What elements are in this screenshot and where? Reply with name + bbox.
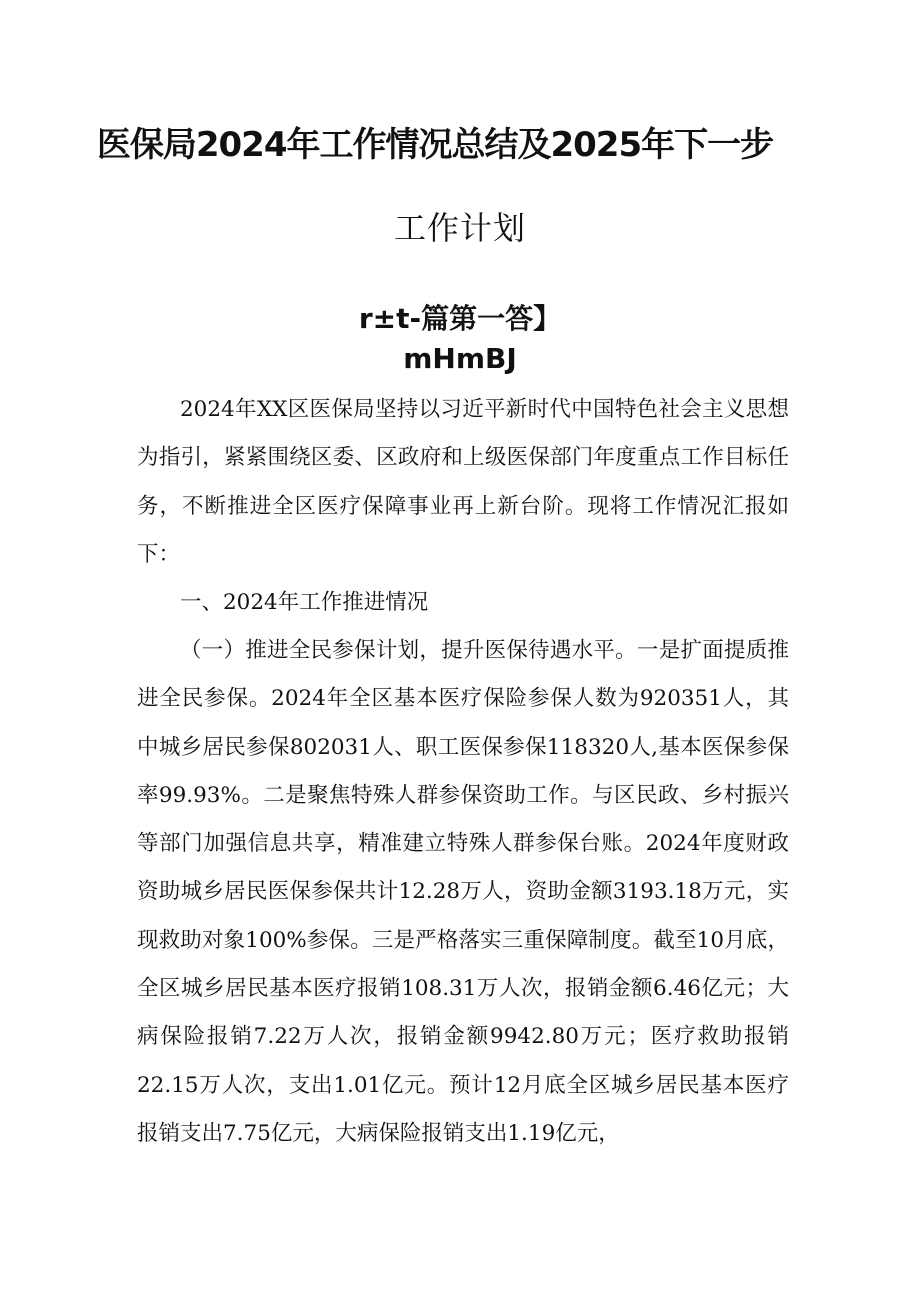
body-paragraph-block xyxy=(137,627,789,1158)
subtitle-line-1: r±t-篇第一答】 xyxy=(358,302,562,335)
section-heading-block xyxy=(137,579,789,627)
intro-paragraph: 2024年XX区医保局坚持以习近平新时代中国特色社会主义思想为指引，紧紧围绕区委、区政府和上级医保部门年度重点工作目标任务，不断推进全区医疗保障事业再上新台阶。现将工作情况汇报如下： xyxy=(137,397,789,567)
document-title-line-2: 工作计划 xyxy=(393,209,526,247)
intro-paragraph-block xyxy=(137,386,789,579)
body-paragraph-1: （一）推进全民参保计划，提升医保待遇水平。一是扩面提质推进全民参保。2024年全区基本医疗保险参保人数为920351人，其中城乡居民参保802031人、职工医保参保118320人,基本医保参保率99.93%。二是聚焦特殊人群参保资助工作。与区民政、乡村振兴等部门加强信息共享，精准建立特殊人群参保台账。2024年度财政资助城乡居民医保参保共计12.28万人，资助金额3193.18万元，实现救助对象100%参保。三是严格落实三重保障制度。截至10月底，全区城乡居民基本医疗报销108.31万人次，报销金额6.46亿元；大病保险报销7.22万人次，报销金额9942.80万元；医疗救助报销22.15万人次，支出1.01亿元。预计12月底全区城乡居民基本医疗报销支出7.75亿元，大病保险报销支出1.19亿元， xyxy=(137,638,789,1146)
document-title-line-1: 医保局2024年工作情况总结及2025年下一步 xyxy=(96,125,774,165)
section-heading-1: 一、2024年工作推进情况 xyxy=(180,590,429,615)
subtitle-line-2: mHmBJ xyxy=(403,342,517,375)
